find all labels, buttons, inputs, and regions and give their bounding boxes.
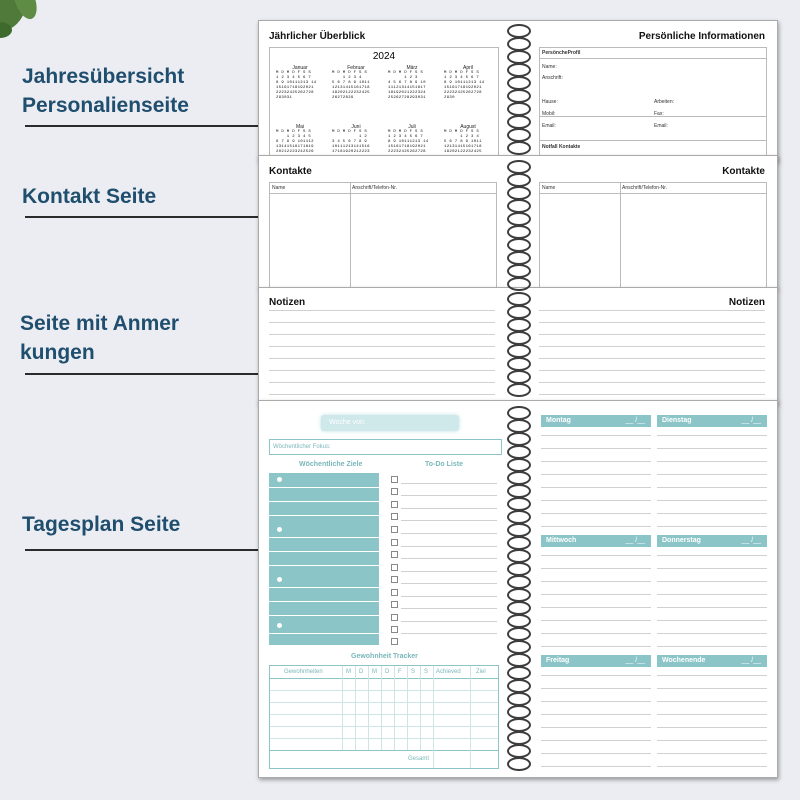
spiral-ring	[507, 186, 531, 200]
month-calendar: Mai M D M D F S S 1 2 3 4 5 6 7 8 9 101112 13141516171819 20212223242526	[276, 124, 324, 155]
weekly-goals-box	[269, 473, 379, 645]
field-label: Notfall Kontakte	[542, 144, 581, 150]
note-lines-right	[539, 310, 765, 400]
page-title: Kontakte	[722, 166, 765, 177]
day-label: Donnerstag	[662, 537, 701, 544]
todo-checkbox[interactable]	[391, 551, 398, 558]
column-header: S	[411, 669, 416, 675]
contacts-table-right	[539, 182, 767, 288]
month-name: März	[406, 65, 418, 71]
spiral-ring	[507, 627, 531, 641]
spiral-ring	[507, 536, 531, 550]
year-label: 2024	[372, 51, 396, 62]
callout-kontakt	[22, 182, 156, 211]
day-bar-dienstag	[657, 415, 767, 427]
month-calendar: Januar M D M D F S S 1 2 3 4 5 6 7 8 9 10111213 14 15161718192021 22232425262728 293031	[276, 65, 324, 101]
spiral-ring	[507, 37, 531, 51]
divider	[350, 183, 351, 287]
todo-checkbox[interactable]	[391, 513, 398, 520]
callout-line	[25, 549, 283, 551]
date-placeholder: __ /__	[625, 417, 645, 424]
spiral-ring	[507, 63, 531, 77]
todo-checkbox[interactable]	[391, 539, 398, 546]
month-calendar: Februar M D M D F S S 1 2 3 4 5 6 7 8 9 1011 12131415161718 19202122232425 26272829	[332, 65, 380, 101]
date-placeholder: __ /__	[741, 417, 761, 424]
goal-bullet	[277, 477, 282, 482]
weekly-focus-label: Wöchentlicher Fokus:	[273, 444, 331, 450]
spiral-ring	[507, 357, 531, 371]
spiral-ring	[507, 432, 531, 446]
divider	[620, 183, 621, 287]
date-placeholder: __ /__	[741, 537, 761, 544]
callout-text: Kontakt Seite	[22, 185, 157, 208]
spiral-ring	[507, 458, 531, 472]
weekly-focus-field[interactable]	[269, 439, 502, 455]
spiral-ring	[507, 102, 531, 116]
spiral-ring	[507, 510, 531, 524]
todo-checkbox[interactable]	[391, 488, 398, 495]
callout-text: kungen	[20, 341, 95, 364]
spiral-ring	[507, 331, 531, 345]
spiral-ring	[507, 549, 531, 563]
divider	[270, 193, 496, 194]
spiral-ring	[507, 160, 531, 174]
day-lines	[541, 675, 651, 767]
page-title: Kontakte	[269, 166, 312, 177]
todo-checkbox[interactable]	[391, 564, 398, 571]
spiral-ring	[507, 344, 531, 358]
day-lines	[541, 435, 651, 527]
spiral-ring	[507, 199, 531, 213]
month-name: Juli	[408, 124, 416, 130]
column-header: D	[359, 669, 364, 675]
field-label: Email:	[654, 123, 668, 129]
callout-line	[25, 216, 283, 218]
month-name: Juni	[351, 124, 361, 130]
todo-checkbox[interactable]	[391, 638, 398, 645]
spiral-ring	[507, 305, 531, 319]
todo-checkbox[interactable]	[391, 476, 398, 483]
page-title: Notizen	[728, 297, 765, 308]
column-header: Name	[272, 185, 286, 191]
column-header: M	[346, 669, 351, 675]
callout-jahresuebersicht	[22, 62, 189, 120]
month-calendar: August M D M D F S S 1 2 3 4 5 6 7 8 9 1011 12131415161718 19202122232425	[444, 124, 492, 155]
day-bar-freitag	[541, 655, 651, 667]
personal-info-box	[539, 47, 767, 159]
total-label: Gesamt	[408, 756, 430, 762]
spiral-ring	[507, 445, 531, 459]
note-lines-left	[269, 310, 495, 400]
spiral-ring	[507, 212, 531, 226]
divider	[540, 193, 766, 194]
page-title: Jährlicher Überblick	[269, 31, 366, 42]
spiral-ring	[507, 757, 531, 771]
day-lines	[657, 555, 767, 647]
spiral-ring	[507, 128, 531, 142]
month-name: Mai	[295, 124, 305, 130]
spiral-ring	[507, 89, 531, 103]
divider	[540, 140, 766, 141]
spiral-ring	[507, 406, 531, 420]
column-header: Ziel	[476, 669, 486, 675]
page-title: Notizen	[269, 297, 306, 308]
field-label: Anschrift:	[542, 75, 563, 81]
spiral-ring	[507, 24, 531, 38]
callout-text: Tagesplan Seite	[22, 513, 181, 536]
spiral-ring	[507, 277, 531, 291]
spiral-ring	[507, 731, 531, 745]
spiral-ring	[507, 640, 531, 654]
month-name: August	[460, 124, 476, 130]
spiral-ring	[507, 419, 531, 433]
spiral-ring	[507, 251, 531, 265]
spiral-ring	[507, 666, 531, 680]
spiral-ring	[507, 679, 531, 693]
day-label: Dienstag	[662, 417, 692, 424]
todo-checkbox[interactable]	[391, 626, 398, 633]
spiral-ring	[507, 562, 531, 576]
column-header: F	[398, 669, 402, 675]
spiral-ring	[507, 238, 531, 252]
spiral-binding	[505, 0, 539, 800]
column-header: S	[424, 669, 429, 675]
field-label: Hause:	[542, 99, 558, 105]
goal-bullet	[277, 527, 282, 532]
month-name: Januar	[292, 65, 308, 71]
spiral-ring	[507, 383, 531, 397]
spiral-ring	[507, 115, 531, 129]
day-label: Mittwoch	[546, 537, 577, 544]
todo-checkbox[interactable]	[391, 501, 398, 508]
todo-list	[389, 473, 497, 645]
plant-decoration	[0, 0, 50, 50]
field-label: Fax:	[654, 111, 664, 117]
day-lines	[541, 555, 651, 647]
todo-checkbox[interactable]	[391, 601, 398, 608]
spiral-ring	[507, 692, 531, 706]
spiral-ring	[507, 370, 531, 384]
week-of-field[interactable]	[321, 415, 459, 431]
goal-bullet	[277, 577, 282, 582]
day-lines	[657, 675, 767, 767]
date-placeholder: __ /__	[625, 657, 645, 664]
month-name: Februar	[347, 65, 365, 71]
profile-header: PersöncheProfil	[542, 50, 581, 56]
field-label: Arbeiten:	[654, 99, 675, 105]
field-label: Mobil:	[542, 111, 556, 117]
spiral-ring	[507, 744, 531, 758]
day-bar-wochenende	[657, 655, 767, 667]
day-bar-mittwoch	[541, 535, 651, 547]
month-name: April	[462, 65, 473, 71]
spiral-ring	[507, 705, 531, 719]
page-title: Persönliche Informationen	[638, 31, 765, 42]
date-placeholder: __ /__	[741, 657, 761, 664]
habit-tracker-table	[269, 665, 499, 769]
callout-tagesplan	[22, 510, 180, 539]
divider	[540, 116, 766, 117]
month-calendar: März M D M D F S S 1 2 3 4 5 6 7 8 9 10 11121314151617 18192021222324 25262728293031	[388, 65, 436, 101]
callout-text: Jahresübersicht	[22, 65, 185, 88]
spiral-ring	[507, 588, 531, 602]
callout-text: Personalienseite	[22, 94, 189, 117]
month-calendar: April M D M D F S S 1 2 3 4 5 6 7 8 9 10111213 14 15161718192021 22232425262728 2930	[444, 65, 492, 101]
column-header: Achieved	[436, 669, 461, 675]
spiral-ring	[507, 497, 531, 511]
day-label: Wochenende	[662, 657, 706, 664]
goal-bullet	[277, 623, 282, 628]
todo-checkbox[interactable]	[391, 614, 398, 621]
spiral-ring	[507, 614, 531, 628]
field-label: Name:	[542, 64, 557, 70]
callout-line	[25, 125, 283, 127]
spiral-ring	[507, 264, 531, 278]
spiral-ring	[507, 471, 531, 485]
spiral-ring	[507, 653, 531, 667]
todo-checkbox[interactable]	[391, 526, 398, 533]
column-header: Anschrift/Telefon-Nr.	[352, 185, 398, 191]
spiral-ring	[507, 575, 531, 589]
column-header: Name	[542, 185, 556, 191]
month-calendar: Juni M D M D F S S 1 2 3 4 5 6 7 8 9 10111213141516 17181920212223	[332, 124, 380, 155]
todo-checkbox[interactable]	[391, 576, 398, 583]
spiral-ring	[507, 523, 531, 537]
spiral-ring	[507, 50, 531, 64]
habit-tracker-heading: Gewohnheit Tracker	[351, 653, 418, 660]
field-label: Email:	[542, 123, 556, 129]
weekly-goals-heading: Wöchentliche Ziele	[299, 461, 363, 468]
date-placeholder: __ /__	[625, 537, 645, 544]
day-label: Montag	[546, 417, 571, 424]
day-bar-montag	[541, 415, 651, 427]
spiral-ring	[507, 318, 531, 332]
spiral-ring	[507, 225, 531, 239]
todo-checkbox[interactable]	[391, 589, 398, 596]
spiral-ring	[507, 76, 531, 90]
divider	[540, 58, 766, 59]
callout-text: Seite mit Anmer	[20, 312, 180, 335]
week-of-label: Woche von:	[329, 419, 366, 426]
column-header: Gewohnheiten	[284, 669, 323, 675]
month-calendar: Juli M D M D F S S 1 2 3 4 5 6 7 8 9 10111213 14 15161718192021 22232425262728	[388, 124, 436, 155]
calendar-box	[269, 47, 499, 159]
callout-anmerkungen	[20, 309, 179, 367]
column-header: D	[385, 669, 390, 675]
day-bar-donnerstag	[657, 535, 767, 547]
spiral-ring	[507, 601, 531, 615]
column-header: M	[372, 669, 377, 675]
todo-heading: To-Do Liste	[425, 461, 463, 468]
day-label: Freitag	[546, 657, 570, 664]
spiral-ring	[507, 173, 531, 187]
spiral-ring	[507, 141, 531, 155]
spiral-ring	[507, 484, 531, 498]
spiral-ring	[507, 718, 531, 732]
contacts-table-left	[269, 182, 497, 288]
column-header: Anschrift/Telefon-Nr.	[622, 185, 668, 191]
spiral-ring	[507, 292, 531, 306]
callout-line	[25, 373, 283, 375]
day-lines	[657, 435, 767, 527]
